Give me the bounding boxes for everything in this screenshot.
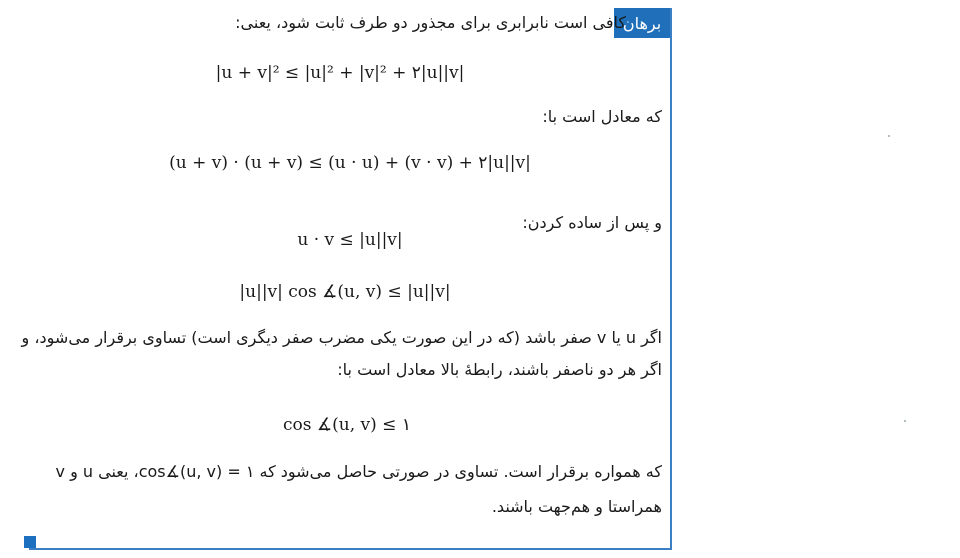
text-line-1: کافی است نابرابری برای مجذور دو طرف ثابت شود، یعنی: <box>235 13 626 32</box>
equation-2: (u + v) · (u + v) ≤ (u · u) + (v · v) + ۲|u||v| <box>169 153 531 173</box>
proof-badge: برهان <box>614 8 670 38</box>
equation-1: |u + v|² ≤ |u|² + |v|² + ۲|u||v| <box>215 63 465 83</box>
text-line-5: اگر هر دو ناصفر باشند، رابطهٔ بالا معادل است با: <box>337 360 662 379</box>
text-line-2: که معادل است با: <box>542 107 662 126</box>
text-line-7: همراستا و هم‌جهت باشند. <box>491 497 662 516</box>
scan-speck <box>904 420 906 422</box>
text-line-3: و پس از ساده کردن: <box>522 213 662 232</box>
equation-4: |u||v| cos ∡(u, v) ≤ |u||v| <box>239 282 451 302</box>
scan-speck <box>888 135 890 137</box>
equation-5: cos ∡(u, v) ≤ ۱ <box>283 415 411 435</box>
text-line-6: که همواره برقرار است. تساوی در صورتی حاصل می‌شود که cos∡(u, v) = ۱، یعنی u و v <box>55 462 662 481</box>
equation-3: u · v ≤ |u||v| <box>297 230 403 250</box>
corner-marker <box>24 536 36 548</box>
text-line-4: اگر u یا v صفر باشد (که در این صورت یکی مضرب صفر دیگری است) تساوی برقرار می‌شود، و <box>21 328 662 347</box>
